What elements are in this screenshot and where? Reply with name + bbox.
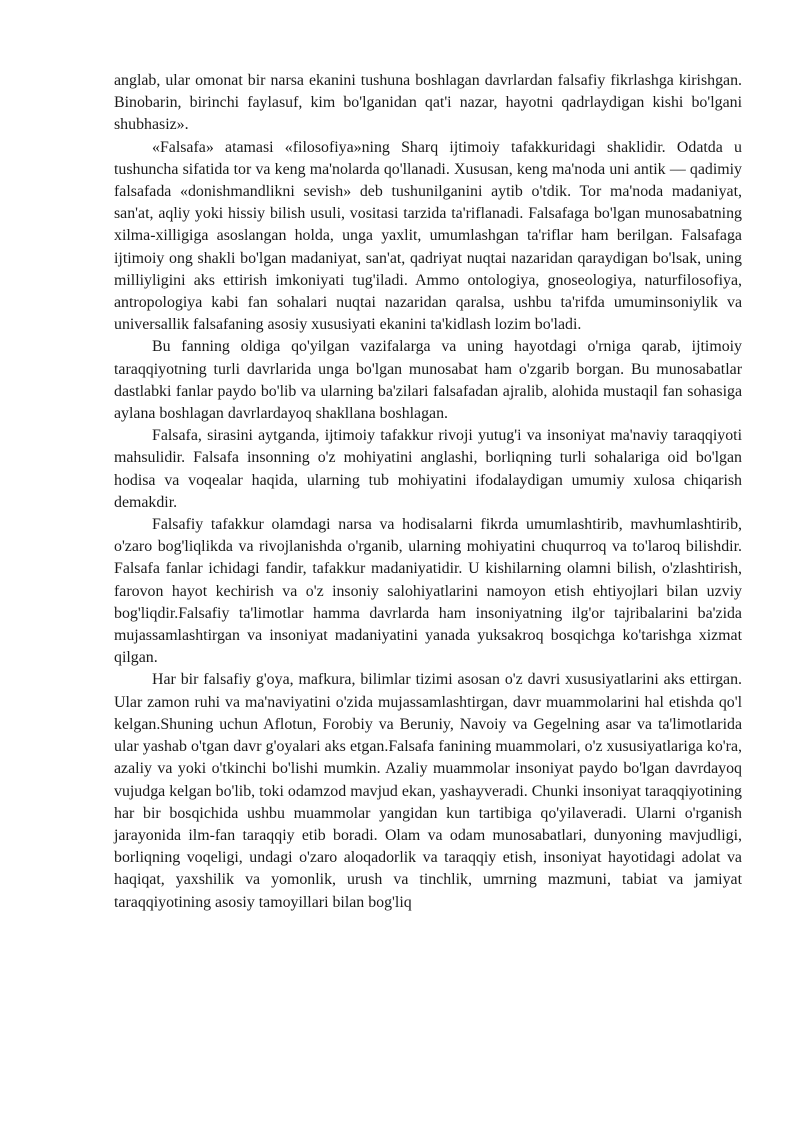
paragraph-attitude-change: Bu fanning oldiga qo'yilgan vazifalarga va uning hayotdagi o'rniga qarab, ijtimoiy taraqqiyotning turli davrlarida unga bo'lgan munosabat ham o'zgarib borgan. Bu munosabatlar dastlabki fanlar paydo bo'lib va ularning ba'zilari falsafadan ajralib, alohida mustaqil fan sohasiga aylana boshlagan davrlardayoq shakllana boshlagan. — [114, 338, 742, 423]
paragraph-continuation: anglab, ular omonat bir narsa ekanini tushuna boshlagan davrlardan falsafiy fikrlashga kirishgan. Binobarin, birinchi faylasuf, kim bo'lganidan qat'i nazar, hayotni qadrlaydigan kishi bo'lgani shubhasiz». — [114, 72, 742, 134]
paragraph-philosophical-ideas: Har bir falsafiy g'oya, mafkura, bilimlar tizimi asosan o'z davri xususiyatlarini aks ettirgan. Ular zamon ruhi va ma'naviyatini o'zida mujassamlashtirgan, davr muammolarini hal etishda qo'l kelgan.Shuning uchun Aflotun, Forobiy va Beruniy, Navoiy va Gegelning asar va ta'limotlarida ular yashab o'tgan davr g'oyalari aks etgan.Falsafa fanining muammolari, o'z xususiyatlariga ko'ra, azaliy va yoki o'tkinchi bo'lishi mumkin. Azaliy muammolar insoniyat paydo bo'lgan davrdayoq vujudga kelgan bo'lib, toki odamzod mavjud ekan, yashayveradi. Chunki insoniyat taraqqiyotining har bir bosqichida ushbu muammolar yangidan kun tartibiga qo'yilaveradi. Ularni o'rganish jarayonida ilm-fan taraqqiy etib boradi. Olam va odam munosabatlari, dunyoning mavjudligi, borliqning voqeligi, undagi o'zaro aloqadorlik va taraqqiy etish, insoniyat hayotidagi adolat va haqiqat, yaxshilik va yomonlik, urush va tinchlik, umrning mazmuni, tabiat va jamiyat taraqqiyotining asosiy tamoyillari bilan bog'liq — [114, 671, 742, 911]
body-text — [114, 70, 742, 914]
paragraph-falsafa-term: «Falsafa» atamasi «filosofiya»ning Sharq ijtimoiy tafakkuridagi shaklidir. Odatda u tushuncha sifatida tor va keng ma'nolarda qo'llanadi. Xususan, keng ma'noda uni antik — qadimiy falsafada «donishmandlikni sevish» deb tushunilganini aytib o'tdik. Tor ma'noda madaniyat, san'at, aqliy yoki hissiy bilish usuli, vositasi tarzida ta'riflanadi. Falsafaga bo'lgan munosabatning xilma-xilligiga asoslangan holda, unga yaxlit, umumlashgan ta'riflar ham berilgan. Falsafaga ijtimoiy ong shakli bo'lgan madaniyat, san'at, qadriyat nuqtai nazaridan qaraydigan bo'lsak, uning milliyligini aks ettirish imkoniyati tug'iladi. Ammo ontologiya, gnoseologiya, naturfilosofiya, antropologiya kabi fan sohalari nuqtai nazaridan qaralsa, ushbu ta'rifda umuminsoniylik va universallik falsafaning asosiy xususiyati ekanini ta'kidlash lozim bo'ladi. — [114, 138, 742, 334]
paragraph-falsafa-definition: Falsafa, sirasini aytganda, ijtimoiy tafakkur rivoji yutug'i va insoniyat ma'naviy taraqqiyoti mahsulidir. Falsafa insonning o'z mohiyatini anglashi, borliqning turli sohalariga oid bo'lgan hodisa va voqealar haqida, ularning tub mohiyatini ifodalaydigan umumiy xulosa chiqarish demakdir. — [114, 427, 742, 511]
paragraph-philosophical-thinking: Falsafiy tafakkur olamdagi narsa va hodisalarni fikrda umumlashtirib, mavhumlashtirib, o'zaro bog'liqlikda va rivojlanishda o'rganib, ularning mohiyatini chuqurroq va to'laroq bilishdir. Falsafa fanlar ichidagi fandir, tafakkur madaniyatidir. U kishilarning olamni bilish, o'zlashtirish, farovon hayot kechirish va o'z insoniy salohiyatlarini namoyon etish ehtiyojlari bilan uzviy bog'liqdir.Falsafiy ta'limotlar hamma davrlarda ham insoniyatning ilg'or tajribalarini ba'zida mujassamlashtirgan va insoniyat madaniyatini yanada yuksakroq bosqichga ko'tarishga xizmat qilgan. — [114, 516, 742, 667]
